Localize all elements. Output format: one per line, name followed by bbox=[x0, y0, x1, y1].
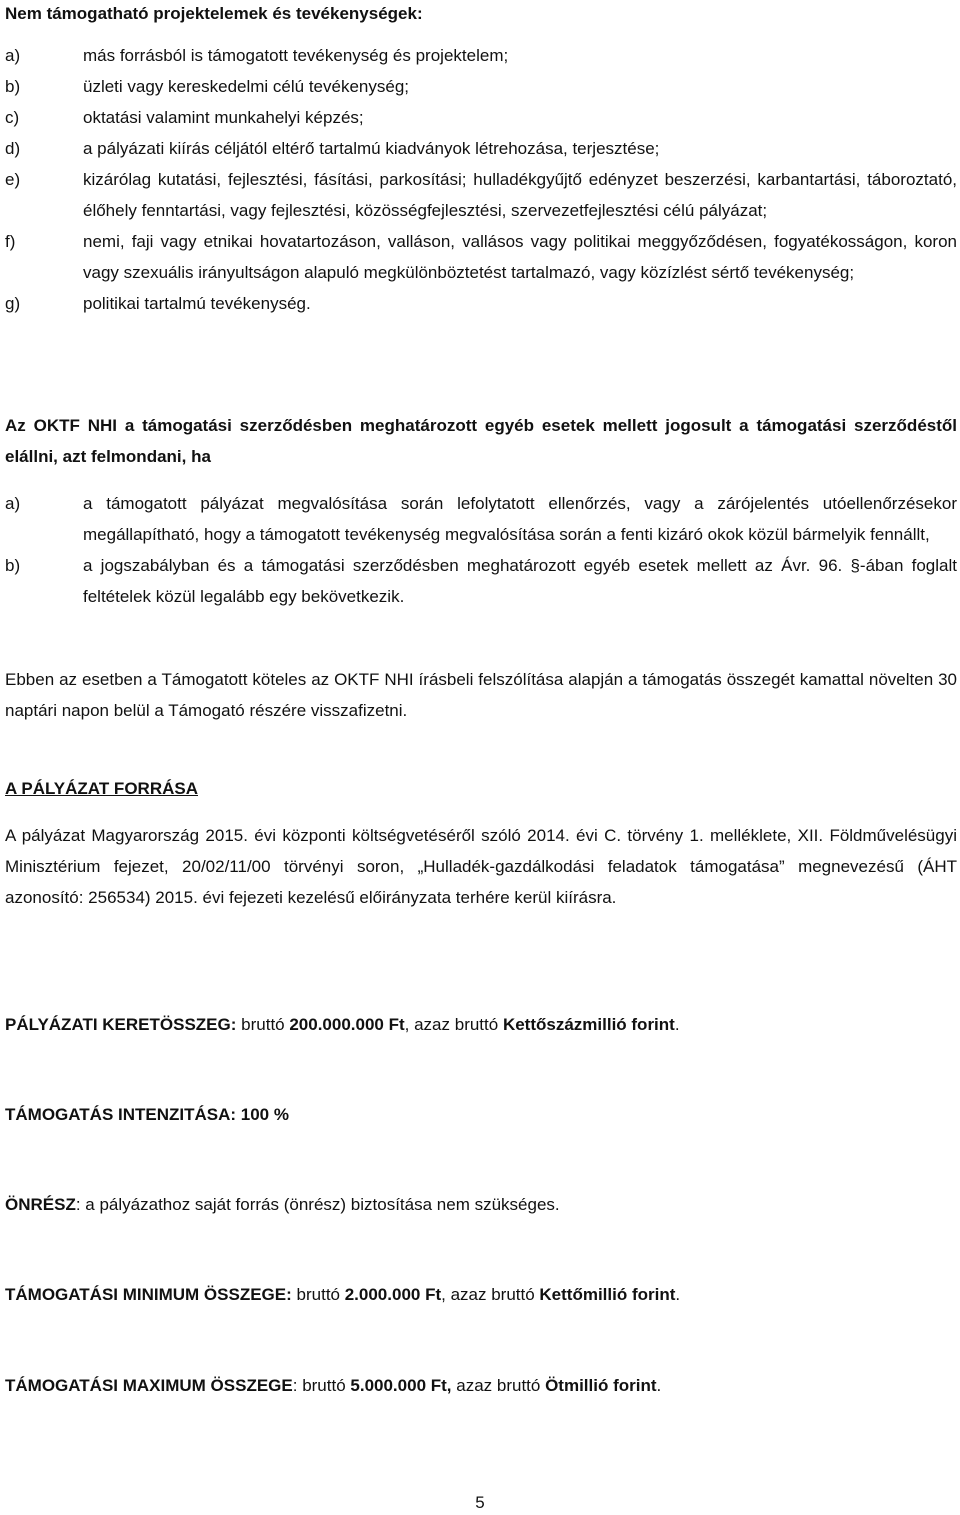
source-heading: A PÁLYÁZAT FORRÁSA bbox=[5, 779, 198, 798]
not-supported-list bbox=[5, 40, 957, 319]
maximum-words: Ötmillió forint bbox=[545, 1376, 657, 1395]
list-item-label: b) bbox=[5, 77, 21, 96]
maximum-line bbox=[5, 1370, 957, 1401]
maximum-pre: : bruttó bbox=[292, 1376, 351, 1395]
maximum-label: TÁMOGATÁSI MAXIMUM ÖSSZEGE bbox=[5, 1376, 293, 1395]
budget-words: Kettőszázmillió forint bbox=[502, 1015, 675, 1034]
list-item-text: más forrásból is támogatott tevékenység és projektelem; bbox=[83, 46, 509, 65]
budget-pre: bruttó bbox=[236, 1015, 290, 1034]
list-item-label: c) bbox=[5, 108, 20, 127]
minimum-label: TÁMOGATÁSI MINIMUM ÖSSZEGE: bbox=[5, 1285, 292, 1304]
list-item-text: a pályázati kiírás céljától eltérő tartalmú kiadványok létrehozása, terjesztése; bbox=[83, 139, 660, 158]
termination-intro: Az OKTF NHI a támogatási szerződésben meghatározott egyéb esetek mellett jogosult a támogatási szerződéstől elállni, azt felmondani, ha bbox=[5, 416, 957, 466]
minimum-pre: bruttó bbox=[291, 1285, 345, 1304]
minimum-words: Kettőmillió forint bbox=[539, 1285, 676, 1304]
list-item-text: nemi, faji vagy etnikai hovatartozáson, valláson, vallásos vagy politikai meggyőződésen, fogyatékosságon, koron vagy szexuális irányultságon alapuló megkülönböztetést tartalmazó, vagy közízlést sértő tevékenység; bbox=[83, 232, 957, 282]
termination-list bbox=[5, 488, 957, 612]
repayment-paragraph: Ebben az esetben a Támogatott köteles az OKTF NHI írásbeli felszólítása alapján a támogatás összegét kamattal növelten 30 naptári napon belül a Támogató részére visszafizetni. bbox=[5, 670, 957, 720]
list-item bbox=[5, 488, 957, 550]
minimum-end: . bbox=[675, 1285, 681, 1304]
own-contribution-line bbox=[5, 1189, 957, 1220]
section-heading-not-supported: Nem támogatható projektelemek és tevékenységek: bbox=[5, 4, 423, 23]
own-contribution-text: : a pályázathoz saját forrás (önrész) biztosítása nem szükséges. bbox=[75, 1195, 560, 1214]
minimum-line bbox=[5, 1279, 957, 1310]
list-item-text: üzleti vagy kereskedelmi célú tevékenység; bbox=[83, 77, 409, 96]
list-item bbox=[5, 133, 957, 164]
list-item-text: oktatási valamint munkahelyi képzés; bbox=[83, 108, 364, 127]
list-item-label: d) bbox=[5, 139, 21, 158]
list-item-label: g) bbox=[5, 294, 21, 313]
minimum-amount: 2.000.000 Ft bbox=[344, 1285, 442, 1304]
list-item bbox=[5, 288, 957, 319]
list-item-text: politikai tartalmú tevékenység. bbox=[83, 294, 311, 313]
budget-line bbox=[5, 1009, 957, 1040]
maximum-mid: azaz bruttó bbox=[451, 1376, 546, 1395]
page-number: 5 bbox=[475, 1493, 485, 1512]
budget-label: PÁLYÁZATI KERETÖSSZEG: bbox=[5, 1015, 237, 1034]
list-item-label: b) bbox=[5, 556, 21, 575]
list-item bbox=[5, 71, 957, 102]
list-item-label: a) bbox=[5, 494, 21, 513]
list-item bbox=[5, 102, 957, 133]
list-item-label: f) bbox=[5, 232, 16, 251]
source-paragraph: A pályázat Magyarország 2015. évi központi költségvetéséről szóló 2014. évi C. törvény 1. melléklete, XII. Földművelésügyi Minisztérium fejezet, 20/02/11/00 törvényi soron, „Hulladék-gazdálkodási feladatok támogatása” megnevezésű (ÁHT azonosító: 256534) 2015. évi fejezeti kezelésű előirányzata terhére kerül kiírásra. bbox=[5, 826, 957, 907]
list-item-text: a támogatott pályázat megvalósítása során lefolytatott ellenőrzés, vagy a zárójelentés utóellenőrzésekor megállapítható, hogy a támogatott tevékenység megvalósítása során a fenti kizáró okok közül bármelyik fennállt, bbox=[83, 494, 957, 544]
maximum-amount: 5.000.000 Ft, bbox=[350, 1376, 452, 1395]
list-item bbox=[5, 226, 957, 288]
list-item-label: e) bbox=[5, 170, 21, 189]
maximum-end: . bbox=[656, 1376, 662, 1395]
list-item-text: kizárólag kutatási, fejlesztési, fásítási, parkosítási; hulladékgyűjtő edényzet beszerzési, karbantartási, táboroztató, élőhely fenntartási, vagy fejlesztési, közösségfejlesztési, szervezetfejlesztési célú pályázat; bbox=[83, 170, 957, 220]
minimum-mid: , azaz bruttó bbox=[441, 1285, 540, 1304]
budget-mid: , azaz bruttó bbox=[404, 1015, 503, 1034]
list-item bbox=[5, 164, 957, 226]
budget-end: . bbox=[674, 1015, 680, 1034]
list-item-label: a) bbox=[5, 46, 21, 65]
list-item bbox=[5, 550, 957, 612]
list-item-text: a jogszabályban és a támogatási szerződésben meghatározott egyéb esetek mellett az Ávr. 96. §-ában foglalt feltételek közül legalább egy bekövetkezik. bbox=[83, 556, 957, 606]
intensity-line: TÁMOGATÁS INTENZITÁSA: 100 % bbox=[5, 1105, 289, 1124]
budget-amount: 200.000.000 Ft bbox=[289, 1015, 405, 1034]
own-contribution-label: ÖNRÉSZ bbox=[5, 1195, 76, 1214]
list-item bbox=[5, 40, 957, 71]
